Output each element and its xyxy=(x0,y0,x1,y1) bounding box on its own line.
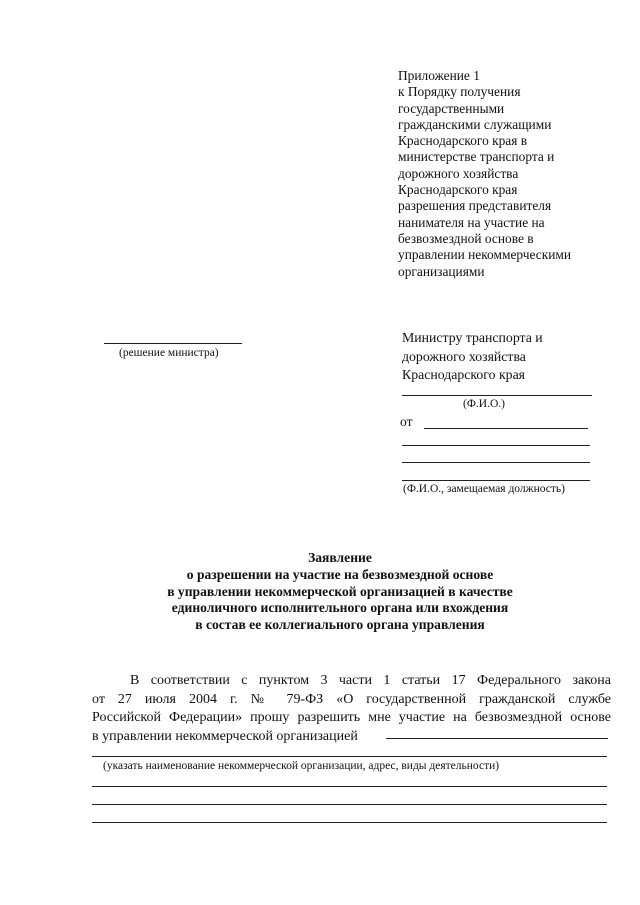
addressee-line: Краснодарского края xyxy=(402,367,526,382)
organization-line-extra-2[interactable] xyxy=(92,804,607,805)
appendix-line: Краснодарского края xyxy=(398,182,518,198)
title-line: о разрешении на участие на безвозмездной основе xyxy=(186,566,494,582)
applicant-caption: (Ф.И.О., замещаемая должность) xyxy=(403,483,565,495)
applicant-line-4[interactable] xyxy=(402,480,590,481)
appendix-line: гражданскими служащими xyxy=(398,116,552,132)
fio-caption: (Ф.И.О.) xyxy=(463,398,505,410)
appendix-line: к Порядку получения xyxy=(398,84,521,100)
title-line: в управлении некоммерческой организацией в качестве xyxy=(167,583,513,599)
appendix-line: министерстве транспорта и xyxy=(398,149,555,165)
title-line: единоличного исполнительного органа или вхождения xyxy=(171,600,509,616)
from-label: от xyxy=(400,414,413,429)
addressee-line: Министру транспорта и xyxy=(402,330,543,345)
organization-caption: (указать наименование некоммерческой организации, адрес, виды деятельности) xyxy=(103,760,500,772)
appendix-line: разрешения представителя xyxy=(398,198,552,214)
title-heading: Заявление xyxy=(308,550,372,565)
applicant-line-2[interactable] xyxy=(402,445,590,446)
organization-line-inline[interactable] xyxy=(386,738,608,739)
appendix-line: организациями xyxy=(398,263,485,279)
decision-caption: (решение министра) xyxy=(119,347,219,359)
title-line: в состав ее коллегиального органа управления xyxy=(195,617,485,633)
appendix-line: государственными xyxy=(398,100,505,116)
organization-line-full[interactable] xyxy=(92,756,607,757)
organization-line-extra-1[interactable] xyxy=(92,786,607,787)
appendix-line: управлении некоммерческими xyxy=(398,247,572,263)
body-line: Российской Федерации» прошу разрешить мне участие на безвозмездной основе xyxy=(92,710,611,725)
statement-body xyxy=(92,672,611,746)
addressee-line: дорожного хозяйства xyxy=(402,348,526,364)
decision-line[interactable] xyxy=(104,343,242,344)
addressee-block xyxy=(402,329,543,385)
applicant-line-3[interactable] xyxy=(402,462,590,463)
statement-title xyxy=(130,550,550,634)
appendix-line: Приложение 1 xyxy=(398,68,480,83)
appendix-line: нанимателя на участие на xyxy=(398,214,545,230)
addressee-fio-line[interactable] xyxy=(402,395,592,396)
body-line: в управлении некоммерческой организацией xyxy=(92,728,358,744)
applicant-line-1[interactable] xyxy=(424,428,588,429)
appendix-block xyxy=(398,68,628,280)
appendix-line: дорожного хозяйства xyxy=(398,165,519,181)
appendix-line: безвозмездной основе в xyxy=(398,230,534,246)
appendix-line: Краснодарского края в xyxy=(398,133,528,149)
organization-line-extra-3[interactable] xyxy=(92,822,607,823)
body-line: В соответствии с пунктом 3 части 1 статьи 17 Федерального закона xyxy=(130,673,611,688)
body-line: от 27 июля 2004 г. № 79-ФЗ «О государственной гражданской службе xyxy=(92,691,611,707)
